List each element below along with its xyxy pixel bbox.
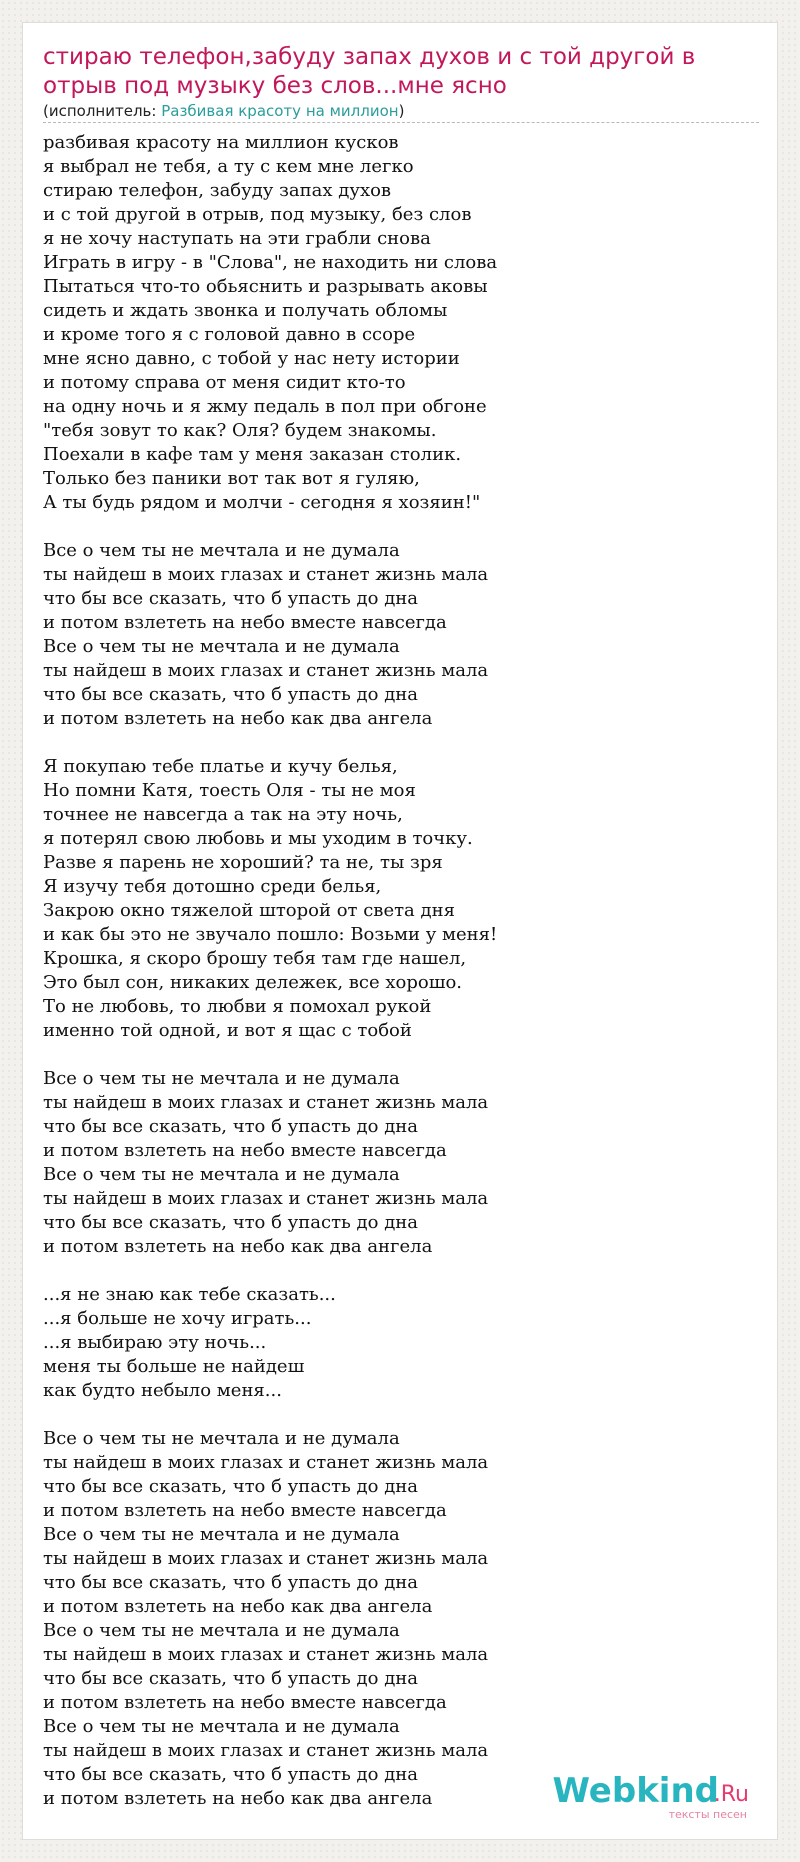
- lyric-line: стираю телефон, забуду запах духов: [43, 180, 392, 201]
- lyric-line: и кроме того я с головой давно в ссоре: [43, 324, 416, 345]
- lyric-line: точнее не навсегда а так на эту ночь,: [43, 804, 403, 825]
- stanza-break: [43, 731, 759, 755]
- lyric-line: и потом взлететь на небо как два ангела: [43, 1236, 433, 1257]
- logo-domain-suffix: .Ru: [713, 1782, 749, 1807]
- lyric-line: ты найдеш в моих глазах и станет жизнь мала: [43, 1452, 489, 1473]
- song-header: [43, 43, 759, 123]
- lyric-line: Все о чем ты не мечтала и не думала: [43, 636, 400, 657]
- lyric-line: я выбрал не тебя, а ту с кем мне легко: [43, 156, 414, 177]
- lyric-line: и потом взлететь на небо вместе навсегда: [43, 1500, 447, 1521]
- lyric-line: Пытаться что-то обьяснить и разрывать аковы: [43, 276, 488, 297]
- lyric-line: ...я выбираю эту ночь...: [43, 1332, 267, 1353]
- lyric-line: Поехали в кафе там у меня заказан столик.: [43, 444, 462, 465]
- lyric-line: Все о чем ты не мечтала и не думала: [43, 540, 400, 561]
- lyric-line: я не хочу наступать на эти грабли снова: [43, 228, 431, 249]
- logo-wordmark: Webkind: [552, 1771, 719, 1811]
- lyric-line: ты найдеш в моих глазах и станет жизнь мала: [43, 1644, 489, 1665]
- lyrics-body: [43, 131, 759, 1811]
- lyric-line: и как бы это не звучало пошло: Возьми у меня!: [43, 924, 498, 945]
- lyric-line: что бы все сказать, что б упасть до дна: [43, 1764, 419, 1785]
- lyric-line: Все о чем ты не мечтала и не думала: [43, 1068, 400, 1089]
- lyrics-card: [22, 22, 778, 1840]
- song-title: стираю телефон,забуду запах духов и с той другой в отрыв под музыку без слов...мне ясно: [43, 44, 696, 99]
- lyric-line: и потом взлететь на небо как два ангела: [43, 1596, 433, 1617]
- site-logo[interactable]: [549, 1771, 749, 1821]
- lyric-line: Разве я парень не хороший? та не, ты зря: [43, 852, 443, 873]
- lyric-line: мне ясно давно, с тобой у нас нету истории: [43, 348, 460, 369]
- lyric-line: и потом взлететь на небо вместе навсегда: [43, 612, 447, 633]
- artist-suffix: ): [398, 102, 405, 120]
- lyric-line: Все о чем ты не мечтала и не думала: [43, 1428, 400, 1449]
- lyric-line: и потом взлететь на небо вместе навсегда: [43, 1140, 447, 1161]
- artist-prefix: (исполнитель:: [43, 102, 162, 120]
- lyric-line: Все о чем ты не мечтала и не думала: [43, 1164, 400, 1185]
- lyric-line: что бы все сказать, что б упасть до дна: [43, 1668, 419, 1689]
- lyric-line: что бы все сказать, что б упасть до дна: [43, 1476, 419, 1497]
- lyric-line: именно той одной, и вот я щас с тобой: [43, 1020, 412, 1041]
- lyric-line: разбивая красоту на миллион кусков: [43, 132, 399, 153]
- lyric-line: Закрою окно тяжелой шторой от света дня: [43, 900, 455, 921]
- lyric-line: Я изучу тебя дотошно среди белья,: [43, 876, 382, 897]
- lyric-line: что бы все сказать, что б упасть до дна: [43, 684, 419, 705]
- lyric-line: ты найдеш в моих глазах и станет жизнь мала: [43, 1188, 489, 1209]
- lyric-line: что бы все сказать, что б упасть до дна: [43, 588, 419, 609]
- lyric-line: Это был сон, никаких дележек, все хорошо.: [43, 972, 463, 993]
- lyric-line: и с той другой в отрыв, под музыку, без слов: [43, 204, 472, 225]
- stanza-break: [43, 1043, 759, 1067]
- lyric-line: Я покупаю тебе платье и кучу белья,: [43, 756, 398, 777]
- lyric-line: Играть в игру - в "Слова", не находить ни слова: [43, 252, 498, 273]
- lyric-line: и потом взлететь на небо как два ангела: [43, 1788, 433, 1809]
- lyric-line: на одну ночь и я жму педаль в пол при обгоне: [43, 396, 487, 417]
- lyric-line: ты найдеш в моих глазах и станет жизнь мала: [43, 1092, 489, 1113]
- stanza-break: [43, 1259, 759, 1283]
- lyric-line: А ты будь рядом и молчи - сегодня я хозяин!": [43, 492, 481, 513]
- lyric-line: ...я больше не хочу играть...: [43, 1308, 312, 1329]
- lyric-line: что бы все сказать, что б упасть до дна: [43, 1116, 419, 1137]
- lyric-line: Все о чем ты не мечтала и не думала: [43, 1524, 400, 1545]
- lyric-line: ты найдеш в моих глазах и станет жизнь мала: [43, 564, 489, 585]
- lyric-line: ты найдеш в моих глазах и станет жизнь мала: [43, 660, 489, 681]
- lyric-line: "тебя зовут то как? Оля? будем знакомы.: [43, 420, 437, 441]
- lyric-line: что бы все сказать, что б упасть до дна: [43, 1212, 419, 1233]
- lyric-line: То не любовь, то любви я помохал рукой: [43, 996, 432, 1017]
- lyric-line: и потом взлететь на небо вместе навсегда: [43, 1692, 447, 1713]
- lyric-line: я потерял свою любовь и мы уходим в точку.: [43, 828, 473, 849]
- lyric-line: как будто небыло меня...: [43, 1380, 282, 1401]
- artist-line: [43, 102, 759, 123]
- lyric-line: Все о чем ты не мечтала и не думала: [43, 1620, 400, 1641]
- lyric-line: и потом взлететь на небо как два ангела: [43, 708, 433, 729]
- lyric-line: сидеть и ждать звонка и получать обломы: [43, 300, 448, 321]
- artist-link[interactable]: Разбивая красоту на миллион: [161, 102, 399, 120]
- lyric-line: Только без паники вот так вот я гуляю,: [43, 468, 420, 489]
- lyric-line: ты найдеш в моих глазах и станет жизнь мала: [43, 1740, 489, 1761]
- lyric-line: ты найдеш в моих глазах и станет жизнь мала: [43, 1548, 489, 1569]
- lyric-line: меня ты больше не найдеш: [43, 1356, 305, 1377]
- lyric-line: Все о чем ты не мечтала и не думала: [43, 1716, 400, 1737]
- stanza-break: [43, 515, 759, 539]
- lyric-line: Крошка, я скоро брошу тебя там где нашел,: [43, 948, 467, 969]
- stanza-break: [43, 1403, 759, 1427]
- lyric-line: и потому справа от меня сидит кто-то: [43, 372, 406, 393]
- lyric-line: ...я не знаю как тебе сказать...: [43, 1284, 336, 1305]
- logo-tagline: тексты песен: [668, 1808, 747, 1821]
- lyric-line: Но помни Катя, тоесть Оля - ты не моя: [43, 780, 416, 801]
- lyric-line: что бы все сказать, что б упасть до дна: [43, 1572, 419, 1593]
